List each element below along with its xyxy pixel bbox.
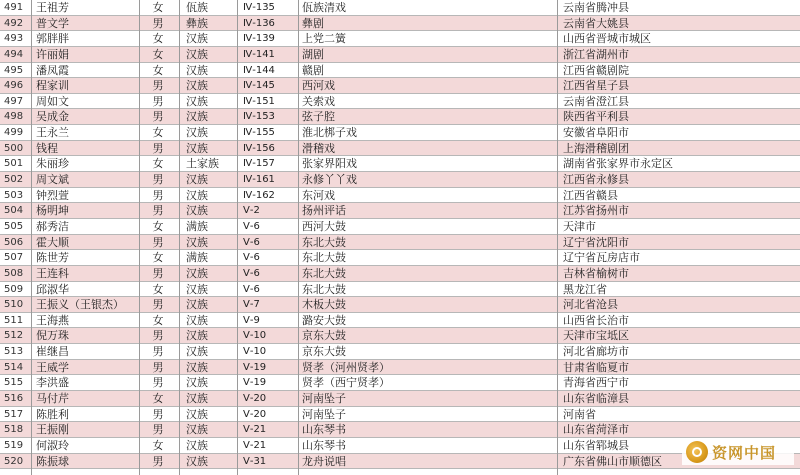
gender-cell: 男 xyxy=(152,188,164,202)
ethnicity-cell: 彝族 xyxy=(186,16,208,30)
table-row xyxy=(0,407,800,423)
ethnicity-cell: 汉族 xyxy=(186,266,208,280)
table-row xyxy=(0,375,800,391)
item-name-cell: 上党二簧 xyxy=(302,32,346,46)
item-code-cell: Ⅳ-151 xyxy=(243,95,275,107)
ethnicity-cell: 汉族 xyxy=(186,454,208,468)
gender-cell: 女 xyxy=(152,251,164,265)
row-number-cell: 507 xyxy=(4,252,24,264)
item-code-cell: Ⅳ-155 xyxy=(243,127,275,139)
ethnicity-cell: 汉族 xyxy=(186,47,208,61)
ethnicity-cell: 满族 xyxy=(186,251,208,265)
item-code-cell: Ⅴ-6 xyxy=(243,220,260,232)
table-row xyxy=(0,16,800,32)
inheritor-name-cell: 霍大顺 xyxy=(36,235,69,249)
gender-cell: 男 xyxy=(152,141,164,155)
ethnicity-cell: 汉族 xyxy=(186,282,208,296)
item-name-cell: 西河大鼓 xyxy=(302,219,346,233)
gender-cell: 女 xyxy=(152,392,164,406)
table-row xyxy=(0,360,800,376)
ethnicity-cell: 佤族 xyxy=(186,1,208,14)
table-row xyxy=(0,235,800,251)
inheritor-name-cell: 王威学 xyxy=(36,360,69,374)
item-name-cell: 河南坠子 xyxy=(302,392,346,406)
ethnicity-cell: 汉族 xyxy=(186,110,208,124)
item-code-cell: Ⅳ-157 xyxy=(243,158,275,170)
item-code-cell: Ⅳ-135 xyxy=(243,2,275,13)
item-code-cell: Ⅴ-19 xyxy=(243,361,267,373)
gender-cell: 女 xyxy=(152,282,164,296)
item-name-cell: 河南坠子 xyxy=(302,407,346,421)
region-cell: 辽宁省瓦房店市 xyxy=(563,251,640,265)
inheritor-name-cell: 陈振球 xyxy=(36,454,69,468)
region-cell: 上海滑稽剧团 xyxy=(563,141,629,155)
ethnicity-cell: 汉族 xyxy=(186,392,208,406)
column-divider xyxy=(298,0,299,475)
table-row xyxy=(0,109,800,125)
item-code-cell: Ⅴ-6 xyxy=(243,252,260,264)
row-number-cell: 501 xyxy=(4,158,24,170)
table-row xyxy=(0,188,800,204)
column-divider xyxy=(237,0,238,475)
item-name-cell: 潞安大鼓 xyxy=(302,313,346,327)
row-number-cell: 512 xyxy=(4,330,24,342)
row-number-cell: 509 xyxy=(4,283,24,295)
gender-cell: 男 xyxy=(152,423,164,437)
item-name-cell: 滑稽戏 xyxy=(302,141,335,155)
row-number-cell: 492 xyxy=(4,17,24,29)
table-row xyxy=(0,344,800,360)
gender-cell: 女 xyxy=(152,219,164,233)
gender-cell: 女 xyxy=(152,32,164,46)
inheritor-name-cell: 王祖芳 xyxy=(36,1,69,14)
row-number-cell: 493 xyxy=(4,33,24,45)
inheritor-name-cell: 何淑玲 xyxy=(36,438,69,452)
region-cell: 江西省星子县 xyxy=(563,79,629,93)
item-name-cell: 永修丫丫戏 xyxy=(302,173,357,187)
gender-cell: 女 xyxy=(152,313,164,327)
table-row xyxy=(0,94,800,110)
ethnicity-cell: 汉族 xyxy=(186,313,208,327)
region-cell: 河南省 xyxy=(563,407,596,421)
row-number-cell: 499 xyxy=(4,127,24,139)
region-cell: 江西省赣县 xyxy=(563,188,618,202)
gender-cell: 男 xyxy=(152,407,164,421)
inheritor-name-cell: 邱淑华 xyxy=(36,282,69,296)
row-number-cell: 498 xyxy=(4,111,24,123)
item-name-cell: 山东琴书 xyxy=(302,423,346,437)
item-name-cell: 淮北梆子戏 xyxy=(302,126,357,140)
item-code-cell: Ⅴ-19 xyxy=(243,377,267,389)
ethnicity-cell: 汉族 xyxy=(186,79,208,93)
inheritor-name-cell: 王振刚 xyxy=(36,423,69,437)
inheritor-name-cell: 周文斌 xyxy=(36,173,69,187)
item-name-cell: 贤孝（河州贤孝） xyxy=(302,360,390,374)
table-row xyxy=(0,141,800,157)
ethnicity-cell: 汉族 xyxy=(186,438,208,452)
row-number-cell: 515 xyxy=(4,377,24,389)
ethnicity-cell: 汉族 xyxy=(186,345,208,359)
item-name-cell: 湖剧 xyxy=(302,47,324,61)
region-cell: 山西省晋城市城区 xyxy=(563,32,651,46)
table-row xyxy=(0,203,800,219)
inheritor-name-cell: 陈胜利 xyxy=(36,407,69,421)
item-code-cell: Ⅴ-7 xyxy=(243,299,260,311)
item-name-cell: 龙舟说唱 xyxy=(302,454,346,468)
inheritor-name-cell: 郝秀洁 xyxy=(36,219,69,233)
region-cell: 山东省临漳县 xyxy=(563,392,629,406)
item-code-cell: Ⅴ-9 xyxy=(243,314,260,326)
item-name-cell: 佤族清戏 xyxy=(302,1,346,14)
region-cell: 江苏省扬州市 xyxy=(563,204,629,218)
table-row xyxy=(0,31,800,47)
ethnicity-cell: 汉族 xyxy=(186,141,208,155)
region-cell: 陕西省平利县 xyxy=(563,110,629,124)
inheritor-name-cell: 崔继昌 xyxy=(36,345,69,359)
ethnicity-cell: 汉族 xyxy=(186,173,208,187)
row-number-cell: 516 xyxy=(4,393,24,405)
inheritor-name-cell: 普文学 xyxy=(36,16,69,30)
region-cell: 安徽省阜阳市 xyxy=(563,126,629,140)
inheritor-name-cell: 王连科 xyxy=(36,266,69,280)
item-name-cell: 东北大鼓 xyxy=(302,282,346,296)
ethnicity-cell: 汉族 xyxy=(186,235,208,249)
row-number-cell: 491 xyxy=(4,2,24,13)
region-cell: 云南省大姚县 xyxy=(563,16,629,30)
inheritor-name-cell: 杨明坤 xyxy=(36,204,69,218)
gender-cell: 男 xyxy=(152,360,164,374)
row-number-cell: 494 xyxy=(4,48,24,60)
inheritor-name-cell: 马付芹 xyxy=(36,392,69,406)
item-code-cell: Ⅳ-153 xyxy=(243,111,275,123)
region-cell: 天津市 xyxy=(563,219,596,233)
item-code-cell: Ⅳ-161 xyxy=(243,174,275,186)
region-cell: 青海省西宁市 xyxy=(563,376,629,390)
region-cell: 河北省廊坊市 xyxy=(563,345,629,359)
gender-cell: 男 xyxy=(152,454,164,468)
item-code-cell: Ⅴ-21 xyxy=(243,439,267,451)
item-code-cell: Ⅴ-10 xyxy=(243,346,267,358)
item-name-cell: 东北大鼓 xyxy=(302,235,346,249)
ethnicity-cell: 汉族 xyxy=(186,423,208,437)
item-code-cell: Ⅳ-156 xyxy=(243,142,275,154)
row-number-cell: 510 xyxy=(4,299,24,311)
table-row xyxy=(0,266,800,282)
row-number-cell: 514 xyxy=(4,361,24,373)
region-cell: 浙江省湖州市 xyxy=(563,47,629,61)
item-name-cell: 木板大鼓 xyxy=(302,298,346,312)
item-name-cell: 东河戏 xyxy=(302,188,335,202)
row-number-cell: 520 xyxy=(4,455,24,467)
ethnicity-cell: 土家族 xyxy=(186,157,219,171)
inheritor-name-cell: 周如文 xyxy=(36,94,69,108)
gender-cell: 女 xyxy=(152,126,164,140)
item-name-cell: 东北大鼓 xyxy=(302,251,346,265)
region-cell: 云南省腾冲县 xyxy=(563,1,629,14)
row-number-cell: 506 xyxy=(4,236,24,248)
region-cell: 山东省郓城县 xyxy=(563,438,629,452)
gender-cell: 男 xyxy=(152,235,164,249)
region-cell: 湖南省张家界市永定区 xyxy=(563,157,673,171)
gender-cell: 男 xyxy=(152,16,164,30)
coin-logo-icon xyxy=(686,441,708,463)
inheritor-name-cell: 吴成金 xyxy=(36,110,69,124)
table-row xyxy=(0,63,800,79)
inheritor-name-cell: 王永兰 xyxy=(36,126,69,140)
inheritor-name-cell: 李洪盛 xyxy=(36,376,69,390)
item-name-cell: 山东琴书 xyxy=(302,438,346,452)
ethnicity-cell: 汉族 xyxy=(186,298,208,312)
gender-cell: 男 xyxy=(152,110,164,124)
ethnicity-cell: 汉族 xyxy=(186,407,208,421)
table-row xyxy=(0,328,800,344)
inheritor-name-cell: 朱丽珍 xyxy=(36,157,69,171)
row-number-cell: 517 xyxy=(4,408,24,420)
region-cell: 云南省澄江县 xyxy=(563,94,629,108)
table-row xyxy=(0,391,800,407)
item-code-cell: Ⅴ-20 xyxy=(243,408,267,420)
row-number-cell: 511 xyxy=(4,314,24,326)
item-code-cell: Ⅴ-2 xyxy=(243,205,260,217)
row-number-cell: 503 xyxy=(4,189,24,201)
table-row xyxy=(0,125,800,141)
item-name-cell: 关索戏 xyxy=(302,94,335,108)
inheritor-name-cell: 倪万珠 xyxy=(36,329,69,343)
ethnicity-cell: 汉族 xyxy=(186,188,208,202)
item-code-cell: Ⅳ-144 xyxy=(243,64,275,76)
inheritor-name-cell: 王海燕 xyxy=(36,313,69,327)
watermark xyxy=(682,439,794,465)
item-name-cell: 京东大鼓 xyxy=(302,329,346,343)
region-cell: 江西省赣剧院 xyxy=(563,63,629,77)
row-number-cell: 508 xyxy=(4,267,24,279)
region-cell: 山东省菏泽市 xyxy=(563,423,629,437)
gender-cell: 女 xyxy=(152,1,164,14)
ethnicity-cell: 汉族 xyxy=(186,94,208,108)
row-number-cell: 497 xyxy=(4,95,24,107)
row-number-cell: 502 xyxy=(4,174,24,186)
gender-cell: 女 xyxy=(152,63,164,77)
row-number-cell: 505 xyxy=(4,220,24,232)
ethnicity-cell: 汉族 xyxy=(186,376,208,390)
inheritor-name-cell: 钱程 xyxy=(36,141,58,155)
region-cell: 山西省长治市 xyxy=(563,313,629,327)
row-number-cell: 496 xyxy=(4,80,24,92)
region-cell: 江西省永修县 xyxy=(563,173,629,187)
table-row xyxy=(0,250,800,266)
watermark-text: 资网中国 xyxy=(712,443,777,462)
item-code-cell: Ⅴ-31 xyxy=(243,455,267,467)
row-number-cell: 518 xyxy=(4,424,24,436)
inheritor-name-cell: 王振义（王银杰） xyxy=(36,298,124,312)
item-name-cell: 扬州评话 xyxy=(302,204,346,218)
column-divider xyxy=(31,0,32,475)
gender-cell: 男 xyxy=(152,94,164,108)
inheritor-name-cell: 钟烈萱 xyxy=(36,188,69,202)
ethnicity-cell: 汉族 xyxy=(186,32,208,46)
inheritor-name-cell: 陈世芳 xyxy=(36,251,69,265)
ethnicity-cell: 汉族 xyxy=(186,204,208,218)
ethnicity-cell: 满族 xyxy=(186,219,208,233)
row-number-cell: 504 xyxy=(4,205,24,217)
table-row xyxy=(0,313,800,329)
item-code-cell: Ⅴ-20 xyxy=(243,393,267,405)
gender-cell: 男 xyxy=(152,204,164,218)
item-name-cell: 弦子腔 xyxy=(302,110,335,124)
row-number-cell: 513 xyxy=(4,346,24,358)
gender-cell: 男 xyxy=(152,329,164,343)
item-code-cell: Ⅴ-21 xyxy=(243,424,267,436)
inheritor-name-cell: 郭胖胖 xyxy=(36,32,69,46)
ethnicity-cell: 汉族 xyxy=(186,329,208,343)
table-row xyxy=(0,78,800,94)
inheritor-name-cell: 许丽娟 xyxy=(36,47,69,61)
item-code-cell: Ⅳ-162 xyxy=(243,189,275,201)
column-divider xyxy=(179,0,180,475)
item-name-cell: 赣剧 xyxy=(302,63,324,77)
item-name-cell: 东北大鼓 xyxy=(302,266,346,280)
item-name-cell: 张家界阳戏 xyxy=(302,157,357,171)
region-cell: 甘肃省临夏市 xyxy=(563,360,629,374)
item-code-cell: Ⅳ-145 xyxy=(243,80,275,92)
item-name-cell: 京东大鼓 xyxy=(302,345,346,359)
table-row xyxy=(0,219,800,235)
row-number-cell: 519 xyxy=(4,439,24,451)
item-name-cell: 西河戏 xyxy=(302,79,335,93)
region-cell: 天津市宝坻区 xyxy=(563,329,629,343)
gender-cell: 女 xyxy=(152,47,164,61)
region-cell: 吉林省榆树市 xyxy=(563,266,629,280)
ethnicity-cell: 汉族 xyxy=(186,360,208,374)
item-name-cell: 贤孝（西宁贤孝） xyxy=(302,376,390,390)
item-code-cell: Ⅴ-6 xyxy=(243,283,260,295)
region-cell: 广东省佛山市顺德区 xyxy=(563,454,662,468)
item-code-cell: Ⅴ-6 xyxy=(243,267,260,279)
column-divider xyxy=(139,0,140,475)
gender-cell: 男 xyxy=(152,298,164,312)
table-row xyxy=(0,0,800,16)
item-name-cell: 彝剧 xyxy=(302,16,324,30)
gender-cell: 男 xyxy=(152,79,164,93)
inheritor-name-cell: 程家训 xyxy=(36,79,69,93)
item-code-cell: Ⅳ-141 xyxy=(243,48,275,60)
region-cell: 河北省沧县 xyxy=(563,298,618,312)
row-number-cell: 500 xyxy=(4,142,24,154)
region-cell: 黑龙江省 xyxy=(563,282,607,296)
gender-cell: 男 xyxy=(152,173,164,187)
item-code-cell: Ⅴ-6 xyxy=(243,236,260,248)
table-row xyxy=(0,438,800,454)
item-code-cell: Ⅳ-136 xyxy=(243,17,275,29)
region-cell: 辽宁省沈阳市 xyxy=(563,235,629,249)
item-code-cell: Ⅳ-139 xyxy=(243,33,275,45)
gender-cell: 女 xyxy=(152,438,164,452)
gender-cell: 男 xyxy=(152,376,164,390)
table-row xyxy=(0,422,800,438)
ethnicity-cell: 汉族 xyxy=(186,63,208,77)
table-row xyxy=(0,172,800,188)
row-number-cell: 495 xyxy=(4,64,24,76)
item-code-cell: Ⅴ-10 xyxy=(243,330,267,342)
table-row xyxy=(0,297,800,313)
inheritor-name-cell: 潘凤霞 xyxy=(36,63,69,77)
gender-cell: 女 xyxy=(152,157,164,171)
gender-cell: 男 xyxy=(152,266,164,280)
table-row xyxy=(0,282,800,298)
table-row xyxy=(0,454,800,470)
table-row xyxy=(0,47,800,63)
column-divider xyxy=(557,0,558,475)
ethnicity-cell: 汉族 xyxy=(186,126,208,140)
gender-cell: 男 xyxy=(152,345,164,359)
table-row xyxy=(0,156,800,172)
